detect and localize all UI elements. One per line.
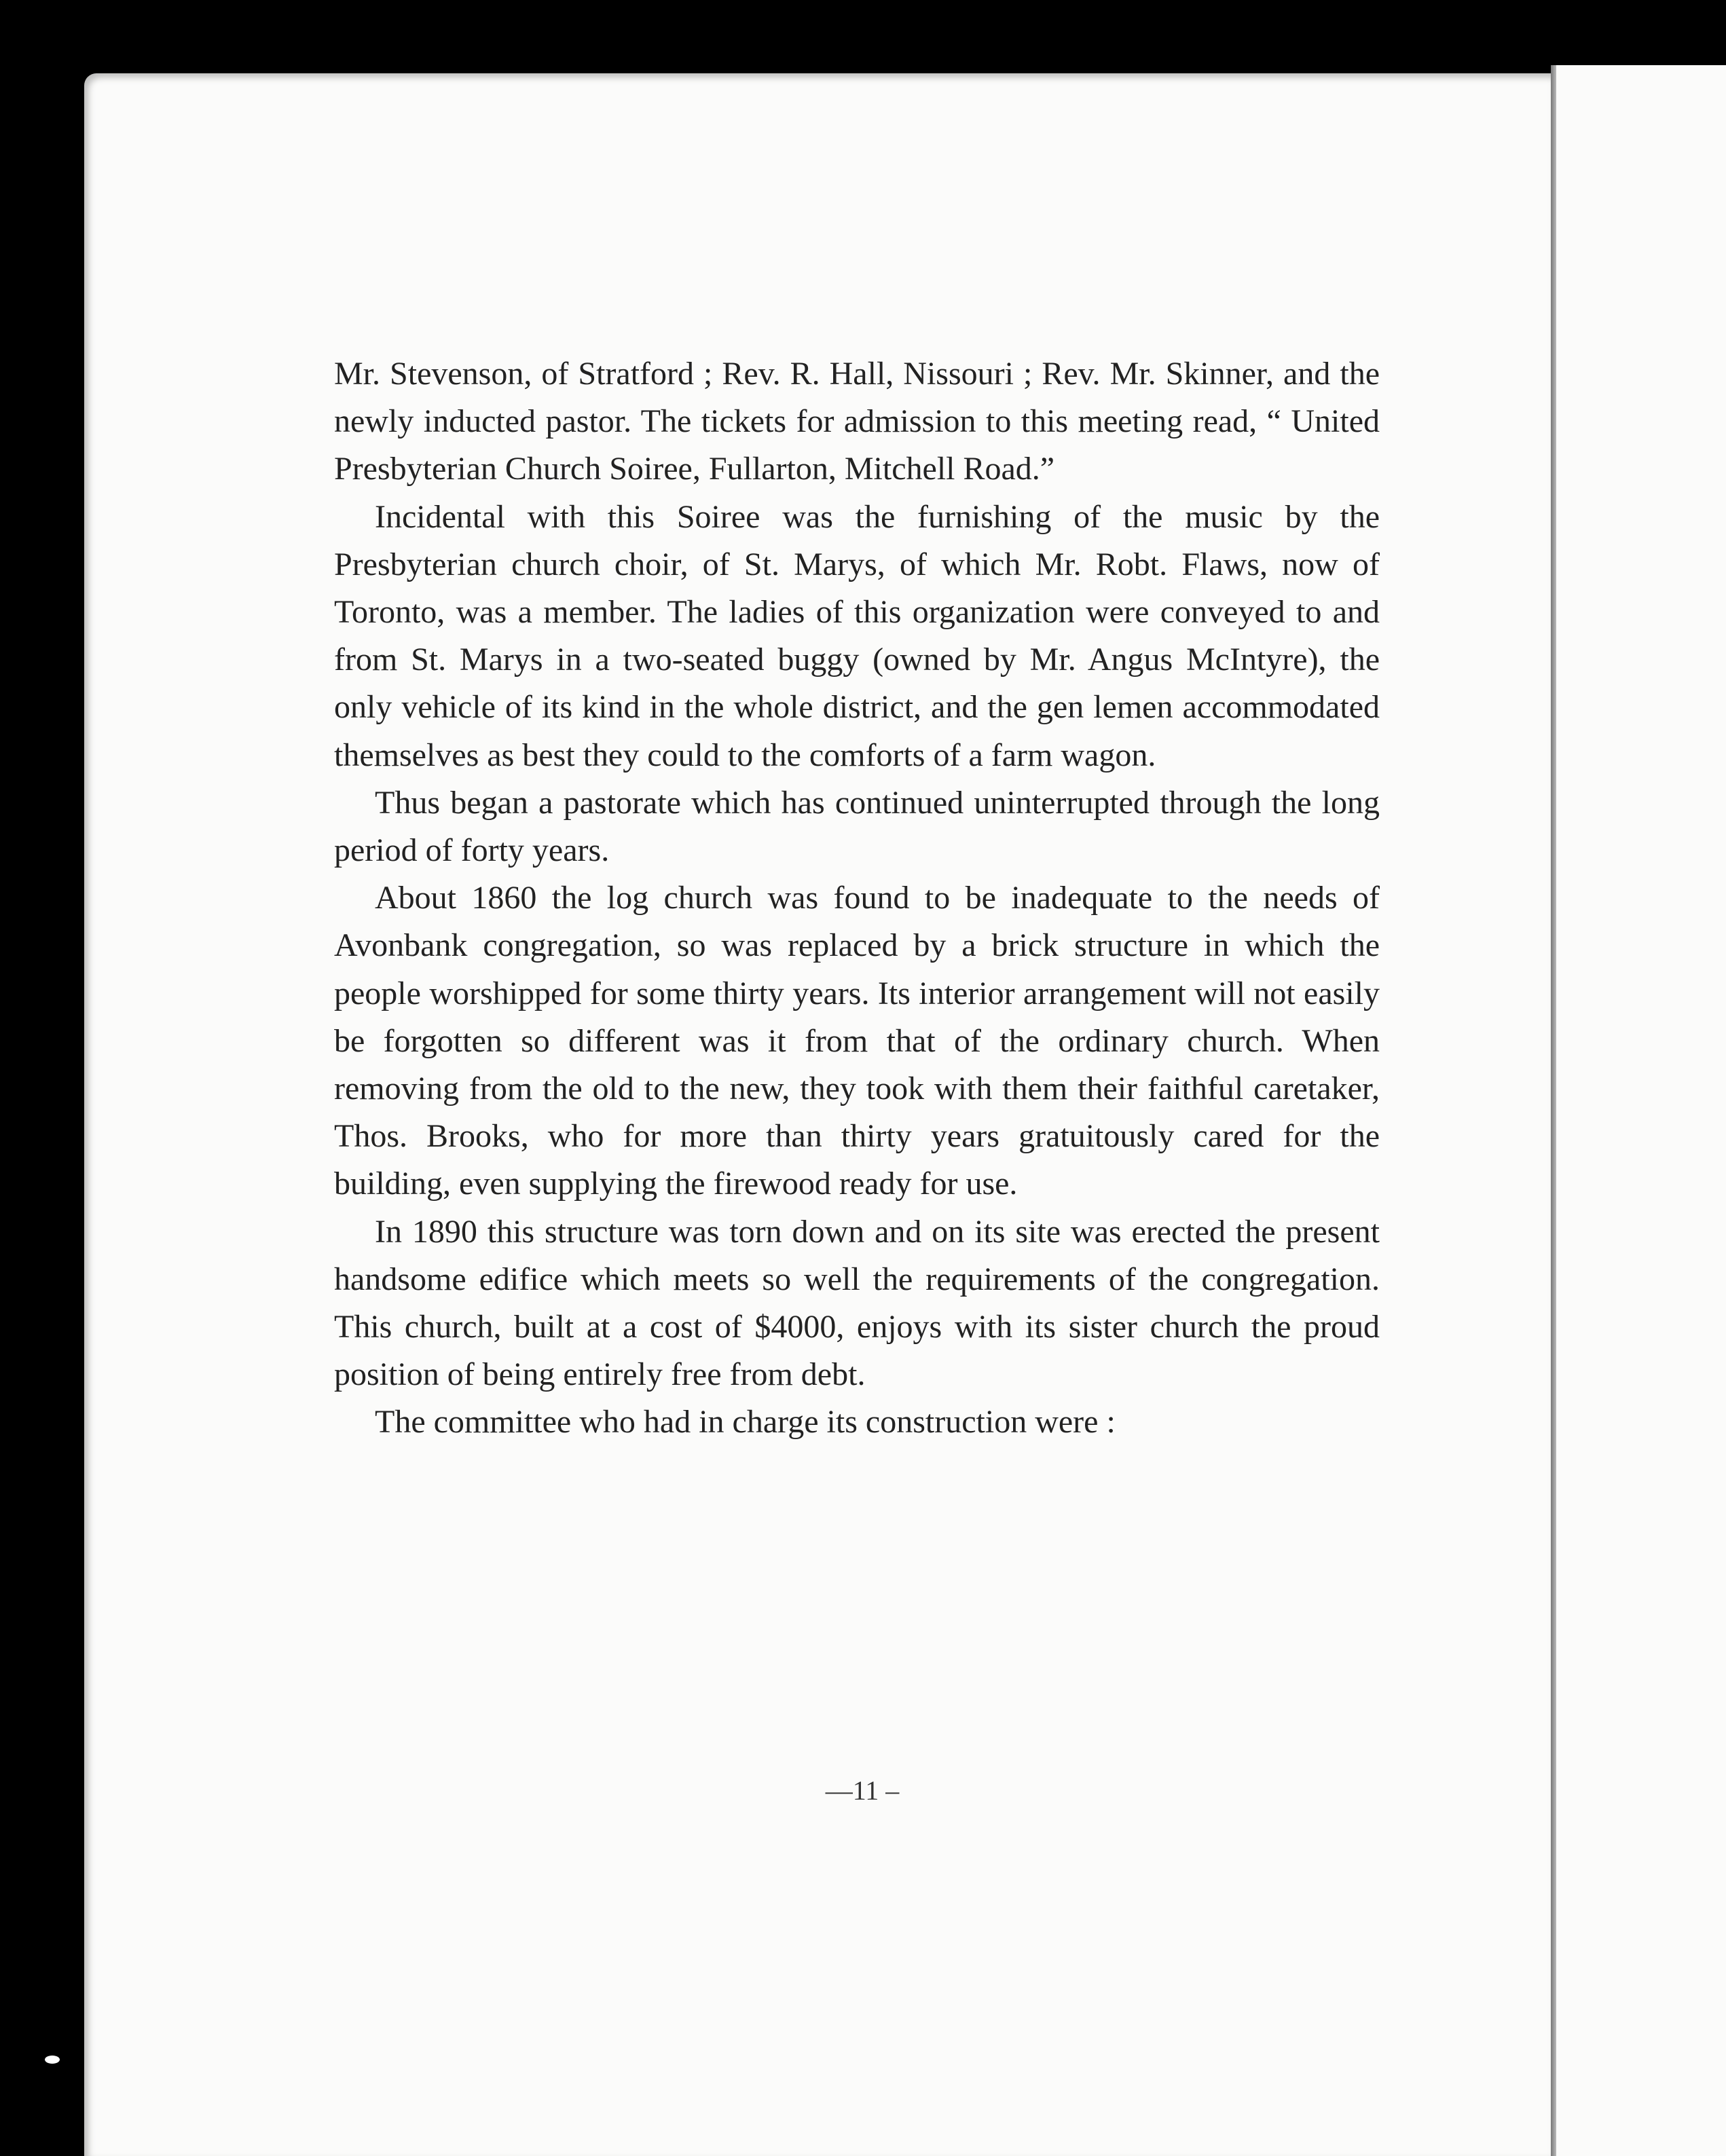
paragraph-3: Thus began a pastorate which has continued uninterrupted through the long period of forty years. — [334, 784, 1380, 869]
scan-speck — [45, 2056, 60, 2064]
book-gutter — [1551, 65, 1556, 2156]
paragraph-4: About 1860 the log church was found to be inadequate to the needs of Avonbank congregation, so was replaced by a brick structure in which the people worshipped for some thirty years. Its interior arrangement will not easily be forgotten so different was it from that of the ordinary church. When removing from the old to the new, they took with them their faithful caretaker, Thos. Brooks, who for more than thirty years gratuitously cared for the building, even supplying the firewood ready for use. — [334, 880, 1380, 1202]
body-text — [334, 350, 1380, 1447]
page-number: —11 – — [825, 1775, 900, 1806]
paragraph-2: Incidental with this Soiree was the furnishing of the music by the Presbyterian church choir, of St. Marys, of which Mr. Robt. Flaws, now of Toronto, was a member. The ladies of this organization were conveyed to and from St. Marys in a two-seated buggy (owned by Mr. Angus McIntyre), the only vehicle of its kind in the whole district, and the gen lemen accommodated themselves as best they could to the comforts of a farm wagon. — [334, 498, 1380, 773]
paragraph-1: Mr. Stevenson, of Stratford ; Rev. R. Hall, Nissouri ; Rev. Mr. Skinner, and the newly inducted pastor. The tickets for admission to this meeting read, “ United Presbyterian Church Soiree, Fullarton, Mitchell Road.” — [334, 356, 1380, 487]
paragraph-6: The committee who had in charge its construction were : — [375, 1404, 1116, 1441]
paragraph-5: In 1890 this structure was torn down and on its site was erected the present handsome edifice which meets so well the requirements of the congregation. This church, built at a cost of $4000, enjoys with its sister church the proud position of being entirely free from debt. — [334, 1213, 1380, 1393]
facing-page-edge — [1551, 65, 1726, 2156]
